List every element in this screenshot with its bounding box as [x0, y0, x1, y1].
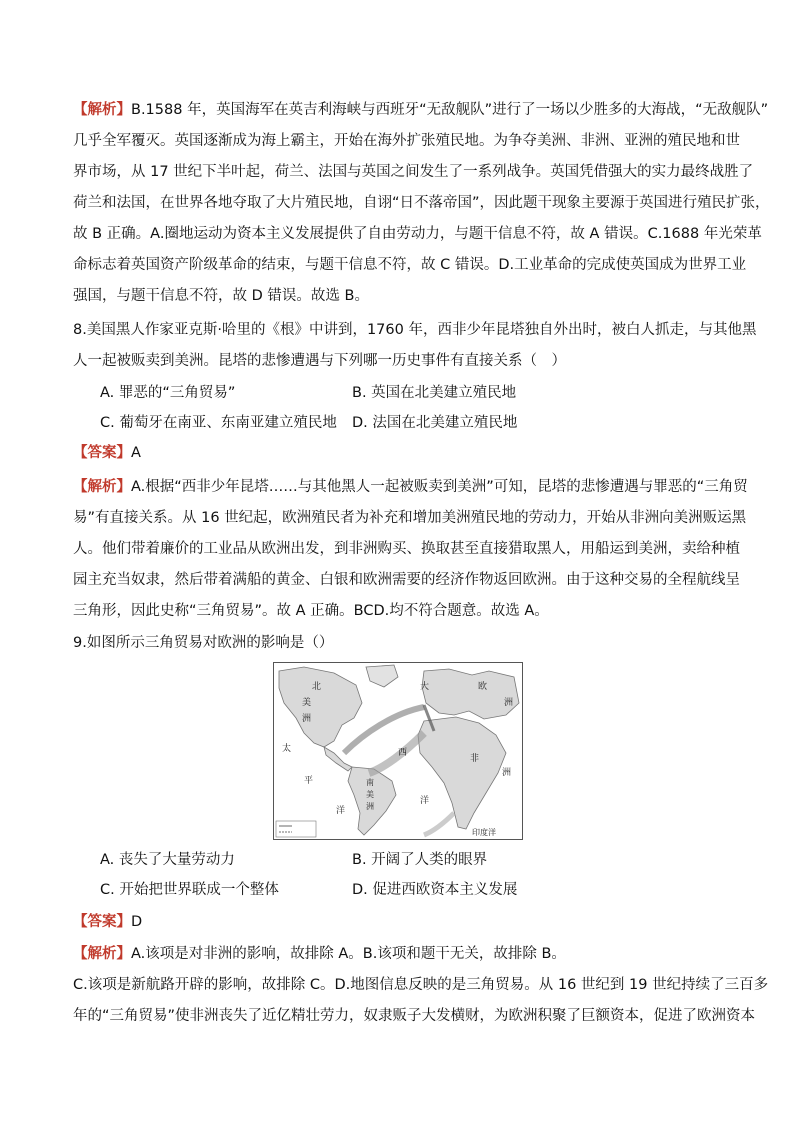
- q8-option-a: A. 罪恶的“三角贸易”: [100, 385, 236, 401]
- q8-stem-line-1: 8.美国黑人作家亚克斯·哈里的《根》中讲到，1760 年，西非少年昆塔独自外出时，被白人抓走，与其他黑: [73, 322, 757, 338]
- q9-option-a: A. 丧失了大量劳动力: [100, 852, 235, 868]
- q9-analysis-line-1: 【解析】A.该项是对非洲的影响，故排除 A。B.该项和题干无关，故排除 B。: [73, 946, 566, 962]
- label-north: 北: [312, 682, 322, 692]
- q9-analysis-line-3: 年的“三角贸易”使非洲丧失了近亿精壮劳力，奴隶贩子大发横财，为欧洲积聚了巨额资本，促进了欧洲资本: [73, 1008, 756, 1024]
- analysis-label: 【解析】: [73, 946, 131, 962]
- q8-analysis-line-4: 园主充当奴隶，然后带着满船的黄金、白银和欧洲需要的经济作物返回欧洲。由于这种交易的全程航线呈: [73, 572, 740, 588]
- q8-option-d: D. 法国在北美建立殖民地: [352, 415, 518, 431]
- analysis-label: 【解析】: [73, 479, 131, 495]
- q9-analysis-line-2: C.该项是新航路开辟的影响，故排除 C。D.地图信息反映的是三角贸易。从 16 世纪到 19 世纪持续了三百多: [73, 977, 769, 993]
- q8-answer: 【答案】A: [73, 445, 141, 461]
- q7-analysis-line-5: 故 B 正确。A.圈地运动为资本主义发展提供了自由劳动力，与题干信息不符，故 A 错误。C.1688 年光荣革: [73, 226, 762, 242]
- label-america-n: 美: [302, 698, 312, 708]
- q8-option-c: C. 葡萄牙在南亚、东南亚建立殖民地: [100, 415, 337, 431]
- label-zhou2: 洲: [366, 802, 374, 811]
- map-drawing: [274, 663, 522, 839]
- label-zhou4: 洲: [502, 768, 512, 778]
- analysis-label: 【解析】: [73, 102, 131, 118]
- label-ou: 欧: [478, 682, 488, 692]
- q7-analysis-line-7: 强国，与题干信息不符，故 D 错误。故选 B。: [73, 288, 369, 304]
- q9-stem: 9.如图所示三角贸易对欧洲的影响是（）: [73, 635, 334, 651]
- label-nan: 南: [366, 778, 374, 787]
- label-da: 大: [420, 682, 430, 692]
- label-america-s: 美: [366, 790, 374, 799]
- label-yang: 洋: [336, 806, 346, 816]
- q9-option-d: D. 促进西欧资本主义发展: [352, 882, 518, 898]
- answer-label: 【答案】: [73, 445, 131, 461]
- q8-analysis-line-2: 易”有直接关系。从 16 世纪起，欧洲殖民者为补充和增加美洲殖民地的劳动力，开始从非洲向美洲贩运黑: [73, 510, 747, 526]
- map-legend-box: [276, 821, 316, 837]
- q7-analysis-line-1: 【解析】B.1588 年，英国海军在英吉利海峡与西班牙“无敌舰队”进行了一场以少胜多的大海战，“无敌舰队”: [73, 102, 769, 118]
- label-zhou: 洲: [302, 714, 312, 724]
- q7-analysis-line-3: 界市场，从 17 世纪下半叶起，荷兰、法国与英国之间发生了一系列战争。英国凭借强大的实力最终战胜了: [73, 164, 754, 180]
- europe-shape: [422, 669, 519, 719]
- q7-analysis-line-2: 几乎全军覆灭。英国逐渐成为海上霸主，开始在海外扩张殖民地。为争夺美洲、非洲、亚洲的殖民地和世: [73, 133, 740, 149]
- q8-stem-line-2: 人一起被贩卖到美洲。昆塔的悲惨遭遇与下列哪一历史事件有直接关系（ ）: [73, 353, 566, 369]
- label-zhou3: 洲: [504, 698, 514, 708]
- label-yang2: 洋: [420, 796, 430, 806]
- q9-option-b: B. 开阔了人类的眼界: [352, 852, 488, 868]
- label-tai: 太: [282, 744, 292, 754]
- triangle-trade-map: [273, 662, 523, 840]
- label-fei: 非: [470, 754, 480, 764]
- q8-analysis-line-3: 人。他们带着廉价的工业品从欧洲出发，到非洲购买、换取甚至直接猎取黑人，用船运到美洲，卖给种植: [73, 541, 740, 557]
- q7-analysis-line-6: 命标志着英国资产阶级革命的结束，与题干信息不符，故 C 错误。D.工业革命的完成使英国成为世界工业: [73, 257, 747, 273]
- label-ping: 平: [304, 776, 314, 786]
- label-xi: 西: [398, 748, 408, 758]
- q9-option-c: C. 开始把世界联成一个整体: [100, 882, 279, 898]
- q8-analysis-line-1: 【解析】A.根据“西非少年昆塔……与其他黑人一起被贩卖到美洲”可知，昆塔的悲惨遭遇与罪恶的“三角贸: [73, 479, 748, 495]
- answer-label: 【答案】: [73, 914, 131, 930]
- q8-option-b: B. 英国在北美建立殖民地: [352, 385, 517, 401]
- q9-answer: 【答案】D: [73, 914, 143, 930]
- q7-analysis-line-4: 荷兰和法国，在世界各地夺取了大片殖民地，自诩“日不落帝国”，因此题干现象主要源于英国进行殖民扩张，: [73, 195, 770, 211]
- label-indian-ocean: 印度洋: [472, 828, 496, 837]
- q8-analysis-line-5: 三角形，因此史称“三角贸易”。故 A 正确。BCD.均不符合题意。故选 A。: [73, 603, 549, 619]
